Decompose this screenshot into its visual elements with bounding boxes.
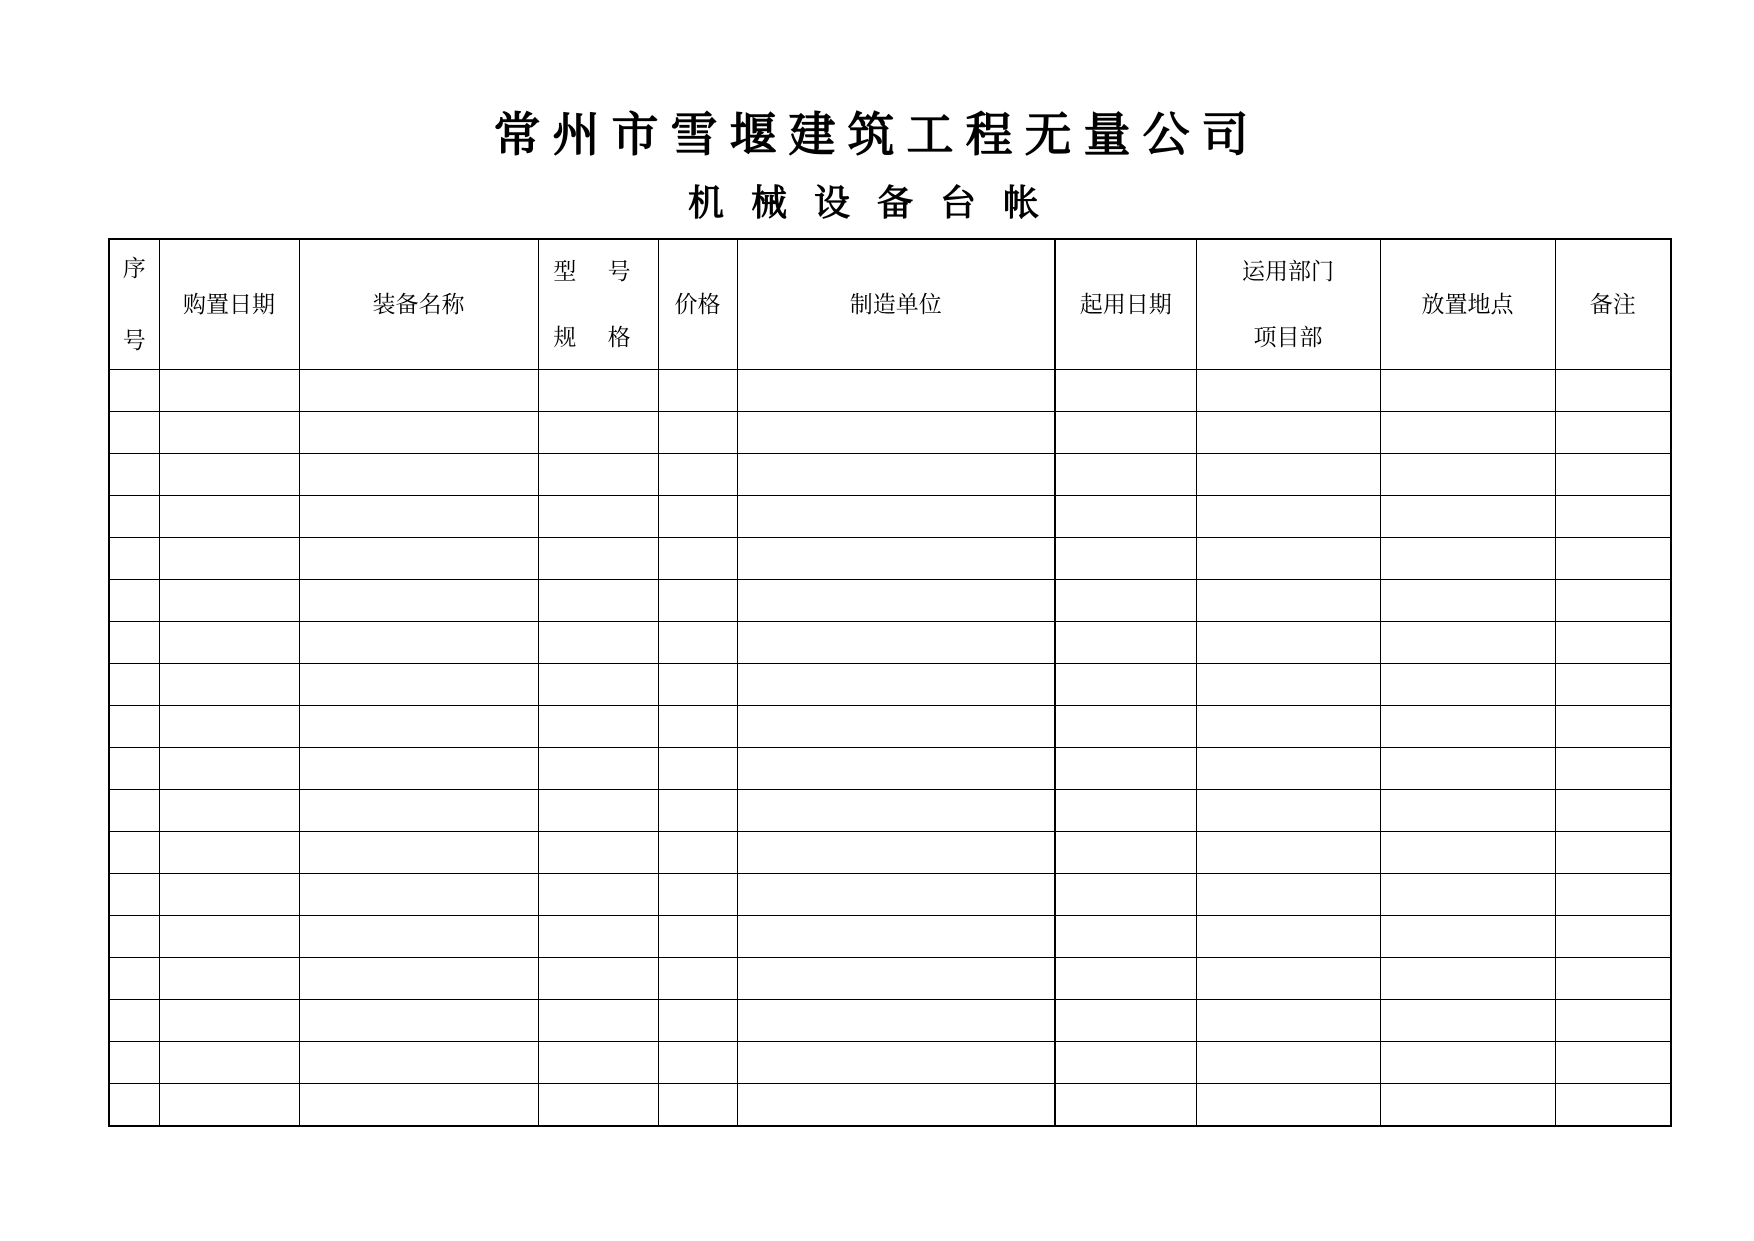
- table-row: [109, 580, 1671, 622]
- cell-remarks[interactable]: [1555, 748, 1671, 790]
- cell-seq[interactable]: [109, 664, 159, 706]
- cell-model-spec[interactable]: [538, 706, 658, 748]
- cell-remarks[interactable]: [1555, 1042, 1671, 1084]
- cell-manufacturer[interactable]: [737, 580, 1055, 622]
- cell-seq[interactable]: [109, 916, 159, 958]
- cell-seq[interactable]: [109, 1042, 159, 1084]
- cell-remarks[interactable]: [1555, 538, 1671, 580]
- cell-location[interactable]: [1380, 622, 1555, 664]
- cell-remarks[interactable]: [1555, 622, 1671, 664]
- cell-start-date[interactable]: [1055, 370, 1196, 412]
- cell-dept[interactable]: [1196, 538, 1380, 580]
- cell-remarks[interactable]: [1555, 958, 1671, 1000]
- header-dept-line2: 项目部: [1253, 324, 1323, 351]
- cell-seq[interactable]: [109, 538, 159, 580]
- cell-start-date[interactable]: [1055, 412, 1196, 454]
- cell-remarks[interactable]: [1555, 1084, 1671, 1127]
- cell-equipment-name[interactable]: [299, 1084, 538, 1127]
- cell-start-date[interactable]: [1055, 916, 1196, 958]
- cell-purchase-date[interactable]: [159, 916, 299, 958]
- cell-purchase-date[interactable]: [159, 1000, 299, 1042]
- table-row: [109, 874, 1671, 916]
- cell-start-date[interactable]: [1055, 580, 1196, 622]
- header-model-spec: [538, 239, 658, 370]
- table-row: [109, 538, 1671, 580]
- cell-manufacturer[interactable]: [737, 496, 1055, 538]
- cell-equipment-name[interactable]: [299, 790, 538, 832]
- cell-dept[interactable]: [1196, 1042, 1380, 1084]
- cell-manufacturer[interactable]: [737, 412, 1055, 454]
- table-row: [109, 1084, 1671, 1127]
- cell-manufacturer[interactable]: [737, 832, 1055, 874]
- cell-price[interactable]: [658, 412, 737, 454]
- cell-model-spec[interactable]: [538, 412, 658, 454]
- cell-manufacturer[interactable]: [737, 916, 1055, 958]
- cell-purchase-date[interactable]: [159, 832, 299, 874]
- table-row: [109, 916, 1671, 958]
- cell-remarks[interactable]: [1555, 832, 1671, 874]
- cell-location[interactable]: [1380, 748, 1555, 790]
- cell-manufacturer[interactable]: [737, 538, 1055, 580]
- cell-dept[interactable]: [1196, 916, 1380, 958]
- cell-purchase-date[interactable]: [159, 748, 299, 790]
- cell-remarks[interactable]: [1555, 580, 1671, 622]
- cell-price[interactable]: [658, 1042, 737, 1084]
- cell-dept[interactable]: [1196, 706, 1380, 748]
- cell-model-spec[interactable]: [538, 622, 658, 664]
- header-seq: [109, 239, 159, 370]
- header-manufacturer: 制造单位: [737, 239, 1055, 370]
- cell-dept[interactable]: [1196, 370, 1380, 412]
- header-price: 价格: [658, 239, 737, 370]
- cell-seq[interactable]: [109, 496, 159, 538]
- cell-price[interactable]: [658, 496, 737, 538]
- cell-price[interactable]: [658, 1084, 737, 1127]
- cell-model-spec[interactable]: [538, 748, 658, 790]
- cell-remarks[interactable]: [1555, 454, 1671, 496]
- cell-remarks[interactable]: [1555, 412, 1671, 454]
- cell-manufacturer[interactable]: [737, 1000, 1055, 1042]
- cell-equipment-name[interactable]: [299, 874, 538, 916]
- cell-location[interactable]: [1380, 412, 1555, 454]
- cell-start-date[interactable]: [1055, 1084, 1196, 1127]
- cell-location[interactable]: [1380, 454, 1555, 496]
- header-seq-line1: 序: [122, 255, 146, 282]
- cell-remarks[interactable]: [1555, 916, 1671, 958]
- table-row: [109, 832, 1671, 874]
- cell-purchase-date[interactable]: [159, 454, 299, 496]
- cell-start-date[interactable]: [1055, 1000, 1196, 1042]
- cell-dept[interactable]: [1196, 412, 1380, 454]
- cell-dept[interactable]: [1196, 958, 1380, 1000]
- cell-model-spec[interactable]: [538, 958, 658, 1000]
- cell-price[interactable]: [658, 790, 737, 832]
- cell-model-spec[interactable]: [538, 370, 658, 412]
- table-row: [109, 706, 1671, 748]
- cell-price[interactable]: [658, 706, 737, 748]
- header-start-date: 起用日期: [1055, 239, 1196, 370]
- cell-start-date[interactable]: [1055, 1042, 1196, 1084]
- cell-purchase-date[interactable]: [159, 412, 299, 454]
- cell-start-date[interactable]: [1055, 538, 1196, 580]
- cell-seq[interactable]: [109, 370, 159, 412]
- cell-equipment-name[interactable]: [299, 538, 538, 580]
- cell-purchase-date[interactable]: [159, 622, 299, 664]
- cell-dept[interactable]: [1196, 790, 1380, 832]
- cell-location[interactable]: [1380, 664, 1555, 706]
- cell-equipment-name[interactable]: [299, 916, 538, 958]
- cell-price[interactable]: [658, 538, 737, 580]
- cell-dept[interactable]: [1196, 1000, 1380, 1042]
- table-row: [109, 622, 1671, 664]
- cell-purchase-date[interactable]: [159, 790, 299, 832]
- cell-equipment-name[interactable]: [299, 1042, 538, 1084]
- cell-model-spec[interactable]: [538, 538, 658, 580]
- cell-model-spec[interactable]: [538, 832, 658, 874]
- table-row: [109, 1000, 1671, 1042]
- cell-purchase-date[interactable]: [159, 958, 299, 1000]
- cell-location[interactable]: [1380, 874, 1555, 916]
- cell-manufacturer[interactable]: [737, 1084, 1055, 1127]
- cell-seq[interactable]: [109, 748, 159, 790]
- cell-seq[interactable]: [109, 454, 159, 496]
- cell-location[interactable]: [1380, 1000, 1555, 1042]
- cell-location[interactable]: [1380, 580, 1555, 622]
- cell-model-spec[interactable]: [538, 496, 658, 538]
- cell-manufacturer[interactable]: [737, 874, 1055, 916]
- cell-seq[interactable]: [109, 580, 159, 622]
- cell-price[interactable]: [658, 580, 737, 622]
- cell-dept[interactable]: [1196, 1084, 1380, 1127]
- cell-equipment-name[interactable]: [299, 370, 538, 412]
- cell-equipment-name[interactable]: [299, 748, 538, 790]
- ledger-body: [109, 370, 1671, 1127]
- cell-location[interactable]: [1380, 706, 1555, 748]
- table-row: [109, 370, 1671, 412]
- header-row: [109, 239, 1671, 370]
- cell-location[interactable]: [1380, 496, 1555, 538]
- cell-seq[interactable]: [109, 958, 159, 1000]
- header-remarks: 备注: [1555, 239, 1671, 370]
- cell-equipment-name[interactable]: [299, 1000, 538, 1042]
- cell-seq[interactable]: [109, 790, 159, 832]
- cell-purchase-date[interactable]: [159, 370, 299, 412]
- cell-manufacturer[interactable]: [737, 748, 1055, 790]
- cell-seq[interactable]: [109, 832, 159, 874]
- cell-seq[interactable]: [109, 1000, 159, 1042]
- cell-dept[interactable]: [1196, 580, 1380, 622]
- cell-dept[interactable]: [1196, 874, 1380, 916]
- cell-equipment-name[interactable]: [299, 958, 538, 1000]
- cell-manufacturer[interactable]: [737, 1042, 1055, 1084]
- cell-location[interactable]: [1380, 1084, 1555, 1127]
- cell-seq[interactable]: [109, 1084, 159, 1127]
- cell-seq[interactable]: [109, 622, 159, 664]
- cell-equipment-name[interactable]: [299, 412, 538, 454]
- cell-purchase-date[interactable]: [159, 580, 299, 622]
- cell-dept[interactable]: [1196, 454, 1380, 496]
- table-row: [109, 748, 1671, 790]
- cell-location[interactable]: [1380, 916, 1555, 958]
- cell-remarks[interactable]: [1555, 1000, 1671, 1042]
- header-dept: [1196, 239, 1380, 370]
- cell-price[interactable]: [658, 370, 737, 412]
- cell-manufacturer[interactable]: [737, 706, 1055, 748]
- cell-purchase-date[interactable]: [159, 496, 299, 538]
- cell-purchase-date[interactable]: [159, 664, 299, 706]
- cell-location[interactable]: [1380, 790, 1555, 832]
- cell-price[interactable]: [658, 664, 737, 706]
- cell-start-date[interactable]: [1055, 874, 1196, 916]
- cell-remarks[interactable]: [1555, 664, 1671, 706]
- cell-equipment-name[interactable]: [299, 580, 538, 622]
- document-subtitle: 机械设备台帐: [687, 182, 1066, 224]
- cell-model-spec[interactable]: [538, 1042, 658, 1084]
- cell-model-spec[interactable]: [538, 916, 658, 958]
- cell-manufacturer[interactable]: [737, 622, 1055, 664]
- header-model-line2: 规 格: [553, 324, 643, 351]
- cell-start-date[interactable]: [1055, 664, 1196, 706]
- cell-price[interactable]: [658, 832, 737, 874]
- cell-dept[interactable]: [1196, 622, 1380, 664]
- cell-dept[interactable]: [1196, 748, 1380, 790]
- cell-location[interactable]: [1380, 538, 1555, 580]
- cell-model-spec[interactable]: [538, 580, 658, 622]
- cell-start-date[interactable]: [1055, 832, 1196, 874]
- cell-equipment-name[interactable]: [299, 454, 538, 496]
- cell-manufacturer[interactable]: [737, 370, 1055, 412]
- document-title: 常州市雪堰建筑工程无量公司: [493, 108, 1261, 163]
- cell-start-date[interactable]: [1055, 496, 1196, 538]
- table-row: [109, 496, 1671, 538]
- cell-location[interactable]: [1380, 832, 1555, 874]
- cell-dept[interactable]: [1196, 664, 1380, 706]
- table-row: [109, 1042, 1671, 1084]
- cell-equipment-name[interactable]: [299, 832, 538, 874]
- cell-seq[interactable]: [109, 412, 159, 454]
- table-row: [109, 412, 1671, 454]
- cell-start-date[interactable]: [1055, 958, 1196, 1000]
- cell-manufacturer[interactable]: [737, 790, 1055, 832]
- cell-model-spec[interactable]: [538, 790, 658, 832]
- cell-purchase-date[interactable]: [159, 874, 299, 916]
- header-seq-line2: 号: [122, 327, 146, 354]
- cell-purchase-date[interactable]: [159, 1042, 299, 1084]
- cell-price[interactable]: [658, 958, 737, 1000]
- table-row: [109, 958, 1671, 1000]
- table-row: [109, 664, 1671, 706]
- cell-manufacturer[interactable]: [737, 664, 1055, 706]
- cell-remarks[interactable]: [1555, 496, 1671, 538]
- header-dept-line1: 运用部门: [1242, 258, 1334, 285]
- cell-purchase-date[interactable]: [159, 706, 299, 748]
- cell-dept[interactable]: [1196, 832, 1380, 874]
- equipment-ledger-table: [108, 238, 1672, 1127]
- cell-price[interactable]: [658, 1000, 737, 1042]
- cell-model-spec[interactable]: [538, 874, 658, 916]
- cell-remarks[interactable]: [1555, 706, 1671, 748]
- cell-equipment-name[interactable]: [299, 622, 538, 664]
- cell-price[interactable]: [658, 874, 737, 916]
- cell-equipment-name[interactable]: [299, 664, 538, 706]
- cell-purchase-date[interactable]: [159, 1084, 299, 1127]
- cell-remarks[interactable]: [1555, 370, 1671, 412]
- cell-equipment-name[interactable]: [299, 706, 538, 748]
- header-purchase-date: 购置日期: [159, 239, 299, 370]
- cell-start-date[interactable]: [1055, 748, 1196, 790]
- cell-remarks[interactable]: [1555, 874, 1671, 916]
- cell-start-date[interactable]: [1055, 706, 1196, 748]
- cell-price[interactable]: [658, 622, 737, 664]
- cell-price[interactable]: [658, 916, 737, 958]
- cell-location[interactable]: [1380, 1042, 1555, 1084]
- cell-location[interactable]: [1380, 370, 1555, 412]
- cell-dept[interactable]: [1196, 496, 1380, 538]
- cell-model-spec[interactable]: [538, 664, 658, 706]
- cell-model-spec[interactable]: [538, 1084, 658, 1127]
- cell-price[interactable]: [658, 454, 737, 496]
- cell-start-date[interactable]: [1055, 622, 1196, 664]
- cell-model-spec[interactable]: [538, 454, 658, 496]
- header-model-line1: 型 号: [553, 258, 643, 285]
- cell-start-date[interactable]: [1055, 790, 1196, 832]
- cell-equipment-name[interactable]: [299, 496, 538, 538]
- cell-manufacturer[interactable]: [737, 454, 1055, 496]
- cell-purchase-date[interactable]: [159, 538, 299, 580]
- header-location: 放置地点: [1380, 239, 1555, 370]
- cell-price[interactable]: [658, 748, 737, 790]
- header-equipment-name: 装备名称: [299, 239, 538, 370]
- cell-model-spec[interactable]: [538, 1000, 658, 1042]
- cell-manufacturer[interactable]: [737, 958, 1055, 1000]
- cell-remarks[interactable]: [1555, 790, 1671, 832]
- table-row: [109, 790, 1671, 832]
- cell-location[interactable]: [1380, 958, 1555, 1000]
- cell-start-date[interactable]: [1055, 454, 1196, 496]
- cell-seq[interactable]: [109, 874, 159, 916]
- table-row: [109, 454, 1671, 496]
- cell-seq[interactable]: [109, 706, 159, 748]
